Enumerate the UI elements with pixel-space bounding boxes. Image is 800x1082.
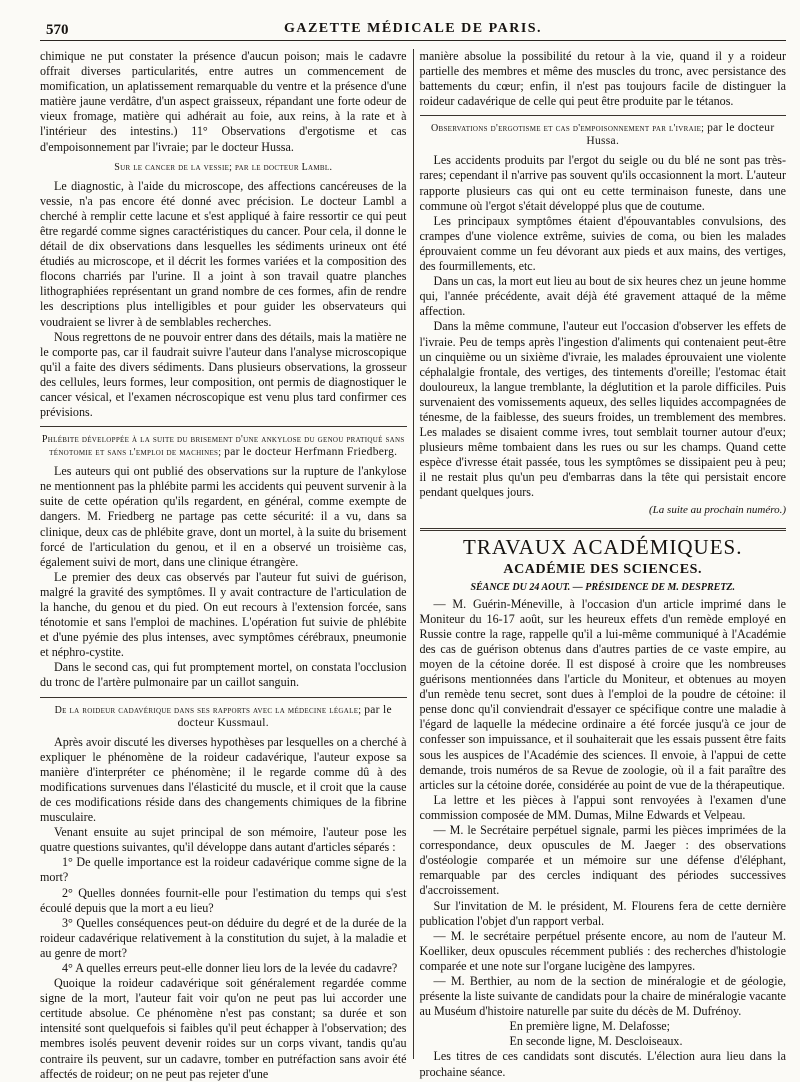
candidate-line: En seconde ligne, M. Descloiseaux. [509, 1034, 683, 1049]
left-intro-paragraph: chimique ne put constater la présence d'aucun poison; mais le cadavre offrait diverses particularités, entre autres un commencement de momification, un aplatissement remarquable du ventre et la présence d'une matière jaune verdâtre, d'un aspect graisseux, répandant une forte odeur de vieux fromage, matière qui adhérait au foie, aux reins, à la rate et à l'intérieur des intestins.) 11° Observations d'ergotisme et cas d'empoisonnement par l'ivraie; par le docteur Hussa. [40, 49, 407, 154]
academy-of-sciences-title: ACADÉMIE DES SCIENCES. [503, 561, 703, 577]
paragraph: Sur l'invitation de M. le président, M. Flourens fera de cette dernière publication l'objet d'un rapport verbal. [419, 898, 786, 928]
phlebitis-author: par le docteur Herfmann Friedberg. [224, 446, 398, 459]
session-line: SÉANCE DU 24 AOUT. — PRÉSIDENCE DE M. DESPRETZ. [470, 581, 736, 593]
rigor-mortis-heading [40, 704, 407, 730]
ergotism-author: par le docteur Hussa. [586, 122, 775, 148]
columns [40, 41, 786, 1081]
paragraph: Le diagnostic, à l'aide du microscope, des affections cancéreuses de la vessie, n'a pas encore été donné avec précision. Le docteur Lambl a cherché à remplir cette lacune et s'est appliqué à faire ressortir ce qui peut être regardé comme signes caractéristiques du cancer. Pour cela, il donne le détail de dix observations dans lesquelles les sédiments urineux ont été étudiés au microscope, et il décrit les formes variées et la composition des flocons charriés par l'urine. Il a joint à son travail quatre planches lithographiées représentant un grand nombre de ces formes, afin de rendre les descriptions plus intelligibles et pour guider les observateurs qui voudraient se livrer à de semblables recherches. [40, 178, 407, 329]
page-header [40, 18, 786, 41]
paragraph: Quoique la roideur cadavérique soit généralement regardée comme signe de la mort, l'auteur fait voir qu'on ne peut pas lui accorder une certitude absolue. Ce phénomène n'est pas constant; sa durée et son intensité sont quelquefois si faibles qu'il peut échapper à l'observation; des membres isolés peuvent devenir roides sur un corps vivant, tandis qu'au contraire ils peuvent, sur un cadavre, tomber en putréfaction sans avoir été affectés de roideur; on ne peut pas rejeter d'une [40, 976, 407, 1081]
question-item: 2° Quelles données fournit-elle pour l'estimation du temps qui s'est écoulé depuis que la mort a eu lieu? [40, 885, 407, 915]
paragraph: — M. le secrétaire perpétuel présente encore, au nom de l'auteur M. Koelliker, deux opuscules récemment publiés : des recherches d'histologie comparée et une note sur l'organe lucigène des lampyres. [419, 928, 786, 973]
paragraph: — M. Berthier, au nom de la section de minéralogie et de géologie, présente la liste suivante de candidats pour la chaire de minéralogie vacante au Muséum d'histoire naturelle par suite du décès de M. Dufrénoy. [419, 973, 786, 1019]
paragraph: Nous regrettons de ne pouvoir entrer dans des détails, mais la matière ne le comporte pas, car il faudrait suivre l'auteur dans l'analyse microscopique qu'il a faite des divers sédiments. Dans plusieurs observations, la grosseur des cellules, leurs formes, leur composition, ont permis de diagnostiquer le cancer vésical, et l'examen nécroscopique est venu plus tard confirmer ces prévisions. [40, 329, 407, 420]
paragraph: Les auteurs qui ont publié des observations sur la rupture de l'ankylose ne mentionnent pas la phlébite parmi les accidents qui peuvent survenir à la suite de cette opération qu'ils regardent, en général, comme exempte de dangers. M. Friedberg ne partage pas cette sécurité: il a vu, dans sa clinique, deux cas de phlébite grave, dont un mortel, à la suite du brisement forcé de l'articulation du genou, et il en a observé un troisième cas, également suivi de mort, dans une clinique étrangère. [40, 464, 407, 569]
paragraph: Le premier des deux cas observés par l'auteur fut suivi de guérison, malgré la gravité des symptômes. Il y avait contracture de l'articulation de la hanche, du genou et du pied. On eut recours à l'extension forcée, sans ténotomie et sans l'emploi de machines. L'opération fut suivie de phlébite et d'une pyémie des plus intenses, avec symptômes cérébraux, pneumonie et néphro-cystite. [40, 569, 407, 660]
paragraph: Les principaux symptômes étaient d'épouvantables convulsions, des crampes d'une violence extrême, suivies de coma, ou bien les malades éprouvaient comme un feu dévorant aux pieds et aux mains, des vertiges, des fourmillements, etc. [419, 213, 786, 274]
paragraph: Après avoir discuté les diverses hypothèses par lesquelles on a cherché à expliquer le phénomène de la roideur cadavérique, l'auteur expose sa manière d'interpréter ce phénomène; il le regarde comme dû à des modifications survenues dans l'élasticité du muscle, et il croit que la cause de ces modifications réside dans des changements chimiques de la fibrine musculaire. [40, 734, 407, 825]
left-column [40, 49, 407, 1081]
question-item: 1° De quelle importance est la roideur cadavérique comme signe de la mort? [40, 855, 407, 885]
paragraph: Dans le second cas, qui fut promptement mortel, on constata l'occlusion du tronc de l'artère pulmonaire par un caillot sanguin. [40, 660, 407, 690]
question-item: 4° A quelles erreurs peut-elle donner lieu lors de la levée du cadavre? [62, 960, 398, 975]
paragraph: — M. le Secrétaire perpétuel signale, parmi les pièces imprimées de la correspondance, deux opuscules de M. Jaeger : des observations d'ostéologie comparée et un mémoire sur une défense d'éléphant, remarquable par des cercles indiquant des périodes successives d'accroissement. [419, 823, 786, 898]
right-intro-paragraph: manière absolue la possibilité du retour à la vie, quand il y a roideur partielle des membres et même des muscles du tronc, avec persistance des battements du cœur; enfin, il n'est pas toujours facile de distinguer la roideur cadavérique de celle qui peut être produite par le tétanos. [419, 49, 786, 109]
paragraph: La lettre et les pièces à l'appui sont renvoyées à l'examen d'une commission composée de MM. Dumas, Milne Edwards et Velpeau. [419, 792, 786, 822]
section-divider [40, 697, 407, 698]
paragraph: Les titres de ces candidats sont discutés. L'élection aura lieu dans la prochaine séance. [419, 1049, 786, 1079]
ergotism-title: Observations d'ergotisme et cas d'empoisonnement par l'ivraie; [431, 123, 705, 135]
continued-note: (La suite au prochain numéro.) [649, 503, 786, 516]
column-rule [413, 49, 414, 1059]
paragraph: Dans la même commune, l'auteur eut l'occasion d'observer les effets de l'ivraie. Peu de temps après l'ingestion d'aliments qui contenaient peut-être un cinquième ou un sixième d'ivraie, les malades éprouvaient une violente céphalalgie frontale, des vertiges, des tintements d'oreille; l'estomac était douloureux, la langue tremblante, la déglutition et la parole difficiles. Puis survenaient des vomissements aqueux, des selles liquides accompagnées de ténesme, de la faiblesse, des sueurs froides, un tremblement des membres. Les malades se disaient comme ivres, tout semblait tourner autour d'eux; plusieurs même tombaient dans les rues ou sur les champs. Quand cette espèce d'ivresse était passée, tous les symptômes se dissipaient peu à peu; il ne restait plus qu'un peu d'embarras dans la tête qui persistait encore pendant quelques jours. [419, 319, 786, 500]
section-divider [40, 426, 407, 427]
paragraph: Venant ensuite au sujet principal de son mémoire, l'auteur pose les quatre questions suivantes, qu'il développe dans autant d'articles séparés : [40, 825, 407, 855]
paragraph: Les accidents produits par l'ergot du seigle ou du blé ne sont pas très-rares; cependant il n'arrive pas souvent qu'ils occasionnent la mort. L'auteur rapporte plusieurs cas qui ont eu cette terminaison funeste, dans une commune où l'ergot s'était développé plus que de coutume. [419, 153, 786, 213]
paragraph: Dans un cas, la mort eut lieu au bout de six heures chez un jeune homme qui, l'année précédente, avait déjà été gravement attaqué de la même affection. [419, 274, 786, 319]
question-item: 3° Quelles conséquences peut-on déduire du degré et de la durée de la roideur cadavérique relativement à la constitution du sujet, à la maladie et au genre de mort? [40, 915, 407, 960]
rigor-mortis-author: par le docteur Kussmaul. [177, 703, 392, 729]
rigor-mortis-title: De la roideur cadavérique dans ses rapports avec la médecine légale; [54, 704, 362, 716]
phlebitis-title: Phlébite développée à la suite du brisement d'une ankylose du genou pratiqué sans ténotomie et sans l'emploi de machines; [41, 434, 405, 459]
section-double-divider [420, 528, 787, 531]
right-column [419, 49, 787, 1079]
candidate-line: En première ligne, M. Delafosse; [509, 1019, 671, 1034]
ergotism-heading [420, 122, 787, 148]
academic-works-title: TRAVAUX ACADÉMIQUES. [463, 534, 743, 559]
paragraph: — M. Guérin-Méneville, à l'occasion d'un article imprimé dans le Moniteur du 16-17 août, sur les heureux effets d'un remède employé en Russie contre la rage, rappelle qu'il a lui-même communiqué à l'Académie des cas de guérison obtenus dans d'autres parties de ce vaste empire, au moyen de la cétoine dorée. Il est disposé à croire que les nombreuses guérisons mentionnées dans l'article du Moniteur, et obtenues au moyen d'un remède tenu secret, sont dues à l'emploi de la poudre de cétoine: il pense donc qu'il conviendrait d'essayer ce spécifique contre une maladie à l'égard de laquelle la médecine ordinaire a été forcée jusqu'à ce jour de confesser son impuissance, et il souhaiterait que les essais pussent être faits sous les auspices de l'Académie des sciences. Il envoie, à l'appui de cette demande, trois numéros de sa Revue de zoologie, où il a fait paraître des articles sur la cétoine dorée, considérée au point de vue de la thérapeutique. [419, 596, 786, 792]
bladder-cancer-heading: Sur le cancer de la vessie; par le docteur Lambl. [114, 161, 333, 173]
phlebitis-heading [40, 433, 407, 459]
page-number: 570 [46, 22, 69, 38]
section-divider [420, 115, 787, 116]
journal-title: GAZETTE MÉDICALE DE PARIS. [283, 21, 543, 36]
